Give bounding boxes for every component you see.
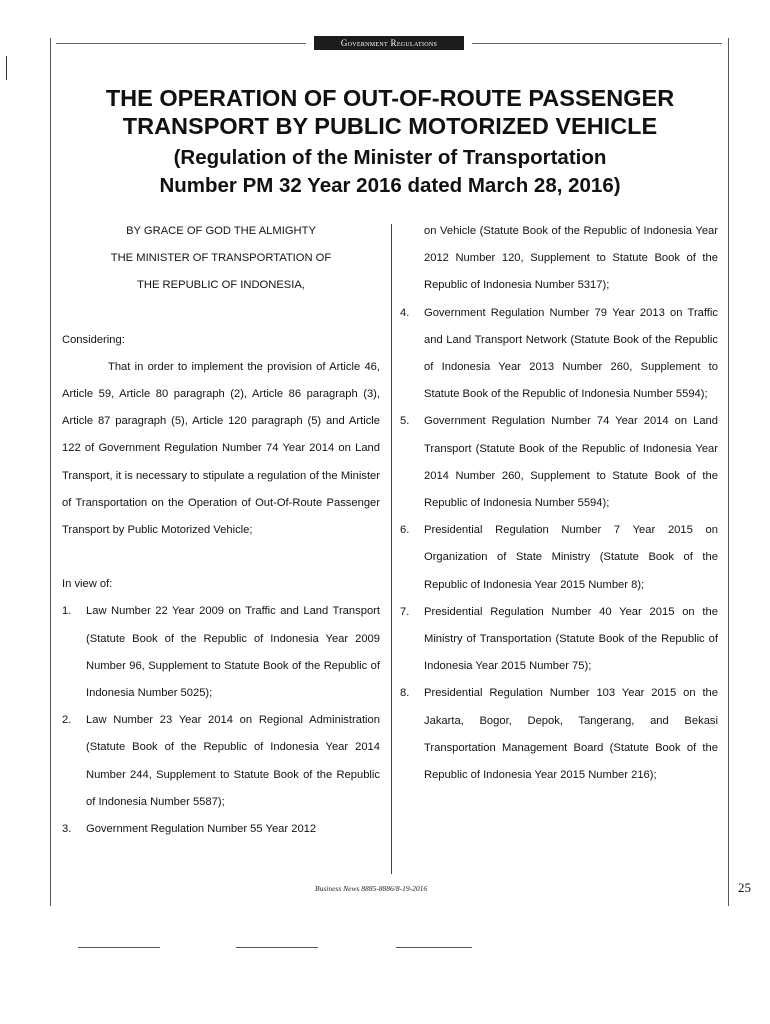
page-frame-left [50,38,51,906]
list-item [62,598,380,707]
item-text: Government Regulation Number 79 Year 2013 on Traffic and Land Transport Network (Statute Book of the Republic of Indonesia Year 2013 Number 260, Supplement to Statute Book of the Republic of Indonesia Number 5594); [424,306,718,401]
column-divider [391,224,392,874]
subtitle-line-2: Number PM 32 Year 2016 dated March 28, 2016) [159,174,621,197]
item-number: 1. [62,605,72,618]
page-frame-right [728,38,729,906]
item-text: Government Regulation Number 74 Year 2014 on Land Transport (Statute Book of the Republic of Indonesia Year 2014 Number 260, Supplement to Statute Book of the Republic of Indonesia Number 5594); [424,415,718,510]
title-line-1: THE OPERATION OF OUT-OF-ROUTE PASSENGER [105,85,675,111]
list-item [62,707,380,816]
item-number: 6. [400,524,410,537]
page-number: 25 [738,880,751,895]
list-item [400,408,718,517]
item-number: 3. [62,823,72,836]
item-text: Presidential Regulation Number 7 Year 2015 on Organization of State Ministry (Statute Book of the Republic of Indonesia Year 2015 Number 8); [424,524,718,591]
item-text: Law Number 22 Year 2009 on Traffic and Land Transport (Statute Book of the Republic of Indonesia Year 2009 Number 96, Supplement to Statute Book of the Republic of Indonesia Number 5025); [86,605,380,700]
grace-line-2: THE MINISTER OF TRANSPORTATION OF [110,252,332,265]
footer-publication: Business News 8885-8886/8-19-2016 [315,884,428,893]
subtitle-line-1: (Regulation of the Minister of Transportation [173,146,607,169]
continuation-text: on Vehicle (Statute Book of the Republic of Indonesia Year 2012 Number 120, Supplement to Statute Book of the Republic of Indonesia Number 5317); [424,225,718,292]
item-text: Government Regulation Number 55 Year 2012 [86,823,317,836]
bottom-rule-1 [78,947,160,948]
right-column [400,218,718,789]
list-item [400,599,718,681]
scan-edge-mark [6,56,7,80]
list-item [400,680,718,789]
item-number: 2. [62,714,72,727]
list-item [62,816,380,843]
item-text: Presidential Regulation Number 103 Year 2015 on the Jakarta, Bogor, Depok, Tangerang, and Bekasi Transportation Management Board (Statute Book of the Republic of Indonesia Year 2015 Number 216); [424,687,718,782]
header-rule-right [472,43,722,44]
item-number: 4. [400,306,410,319]
in-view-of-label: In view of: [62,578,113,591]
section-badge: Government Regulations [314,36,464,50]
item-number: 7. [400,605,410,618]
grace-line-1: BY GRACE OF GOD THE ALMIGHTY [126,225,316,237]
bottom-rule-3 [396,947,472,948]
list-item [400,517,718,599]
title-line-2: TRANSPORT BY PUBLIC MOTORIZED VEHICLE [122,113,658,139]
list-item [400,300,718,409]
bottom-rule-2 [236,947,318,948]
grace-line-3: THE REPUBLIC OF INDONESIA, [137,279,305,292]
item-text: Presidential Regulation Number 40 Year 2015 on the Ministry of Transportation (Statute Book of the Republic of Indonesia Year 2015 Number 75); [424,605,718,673]
item-number: 8. [400,687,410,700]
left-column [62,218,380,843]
item-text: Law Number 23 Year 2014 on Regional Administration (Statute Book of the Republic of Indonesia Year 2014 Number 244, Supplement to Statute Book of the Republic of Indonesia Number 5587); [86,714,380,808]
considering-text: That in order to implement the provision of Article 46, Article 59, Article 80 paragraph (2), Article 86 paragraph (3), Article 87 paragraph (5), Article 120 paragraph (5) and Article 122 of Government Regulation Number 74 Year 2014 on Land Transport, it is necessary to stipulate a regulation of the Minister of Transportation on the Operation of Out-Of-Route Passenger Transport by Public Motorized Vehicle; [62,360,380,537]
header-rule-left [56,43,306,44]
considering-label: Considering: [62,333,125,346]
item-number: 5. [400,415,410,428]
